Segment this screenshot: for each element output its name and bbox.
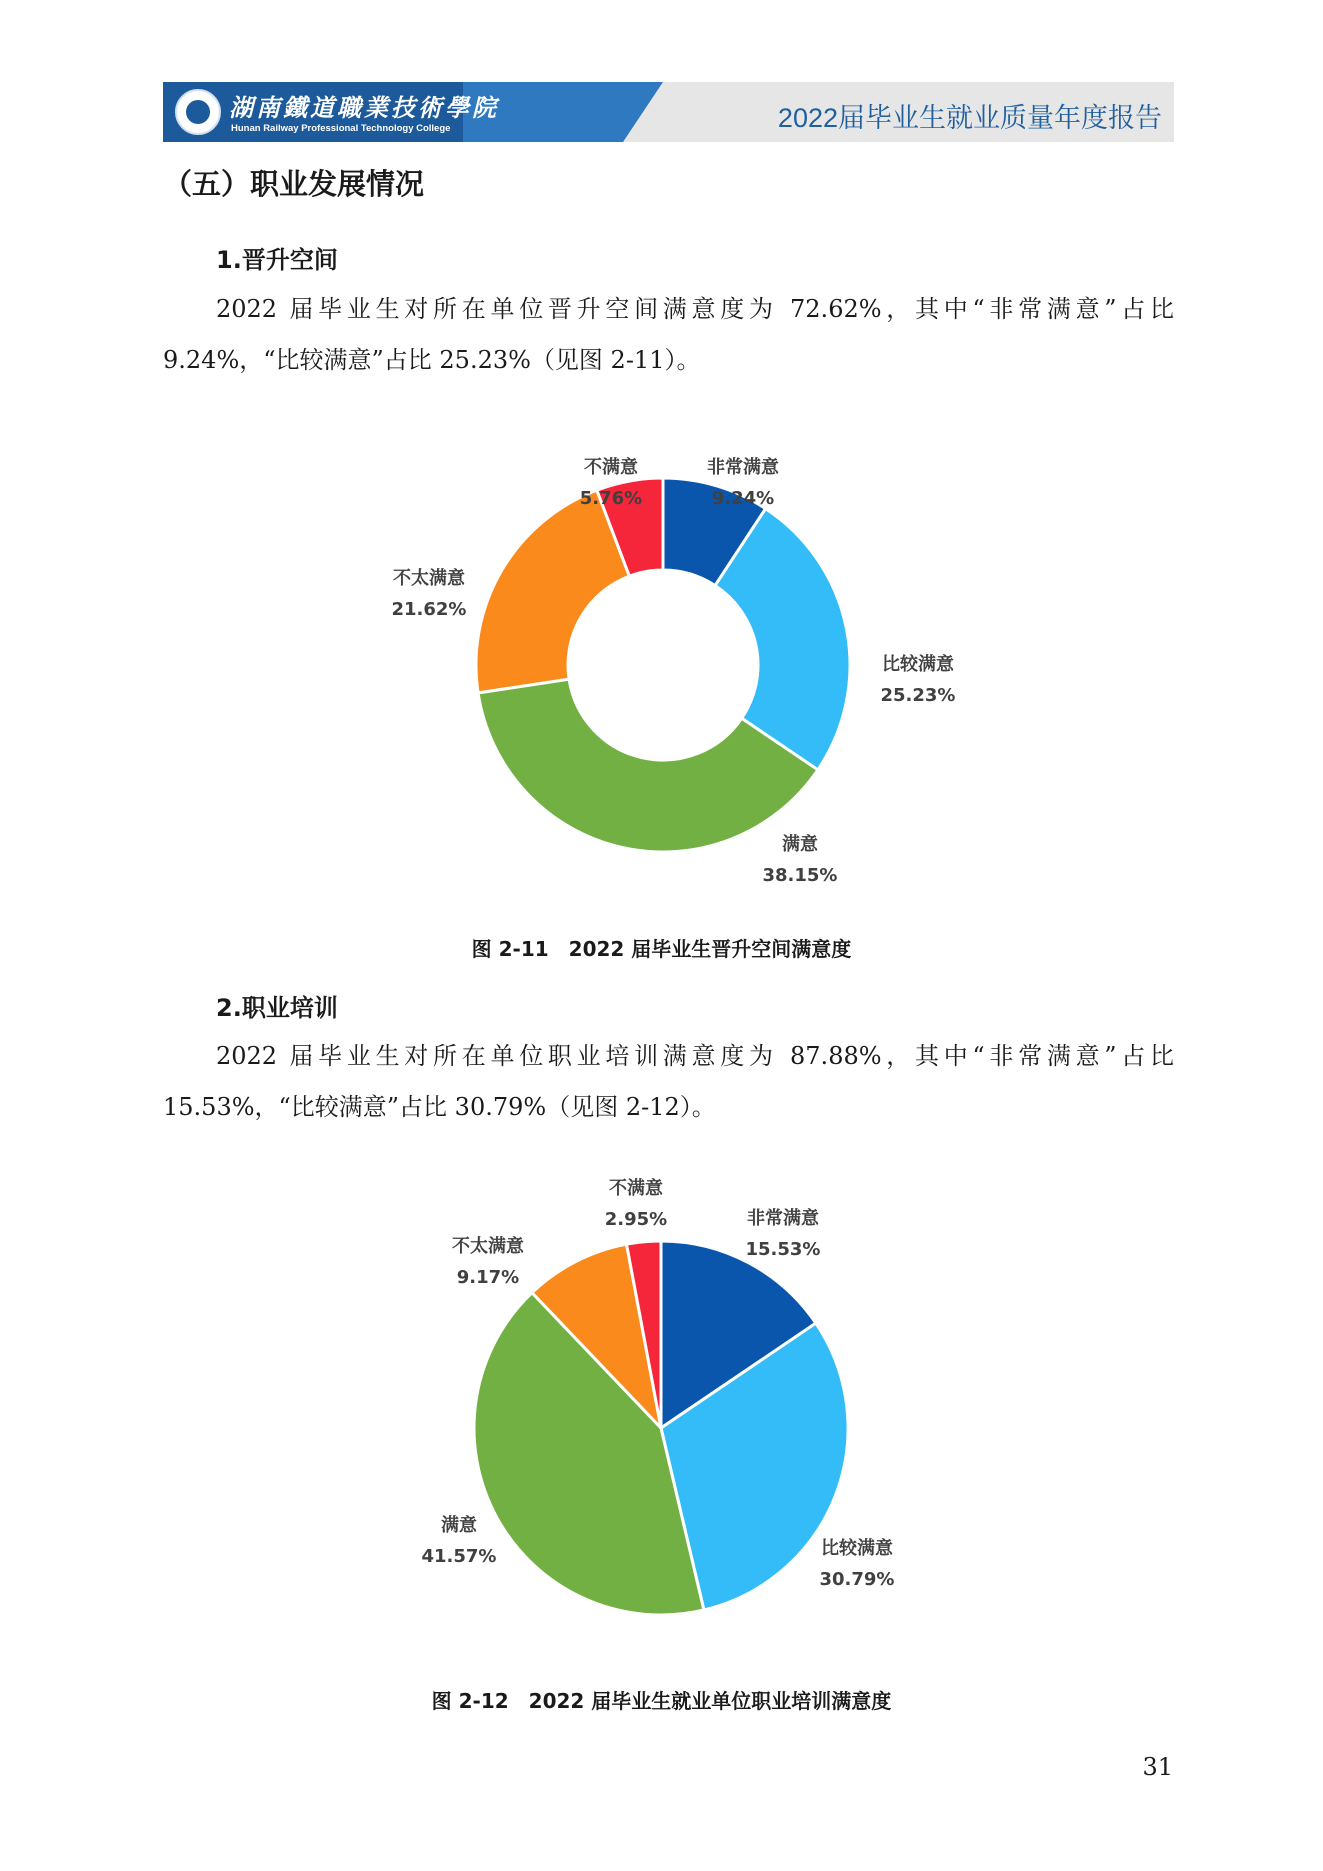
chart1-category-label-dissatisfied: 不满意 [584,457,638,478]
college-name-en: Hunan Railway Professional Technology College [231,123,451,134]
chart2-category-label-very-satisfied: 非常满意 [747,1208,819,1229]
paragraph-training: 2022 届毕业生对所在单位职业培训满意度为 87.88%，其中“非常满意”占比 15.53%，“比较满意”占比 30.79%（见图 2-12）。 [163,1042,1174,1121]
figure-caption-2-11: 图 2-11 2022 届毕业生晋升空间满意度 [471,937,852,961]
chart1-value-label-very-satisfied: 9.24% [711,488,775,509]
chart-promotion-satisfaction [363,450,963,910]
page-number: 31 [1142,1753,1173,1781]
chart1-category-label-fairly-satisfied: 比较满意 [882,654,954,675]
chart2-category-label-dissatisfied: 不满意 [609,1178,663,1199]
chart2-category-label-satisfied: 满意 [441,1515,477,1536]
chart1-category-label-not-very-satisfied: 不太满意 [393,568,465,589]
chart1-category-label-satisfied: 满意 [782,834,818,855]
chart-training-satisfaction [363,1160,963,1630]
subsection-title-promotion: 1.晋升空间 [216,246,338,274]
chart2-value-label-satisfied: 41.57% [421,1546,497,1567]
chart1-category-label-very-satisfied: 非常满意 [707,457,779,478]
paragraph-promotion: 2022 届毕业生对所在单位晋升空间满意度为 72.62%，其中“非常满意”占比 9.24%，“比较满意”占比 25.23%（见图 2-11）。 [163,295,1174,374]
chart1-value-label-not-very-satisfied: 21.62% [391,599,467,620]
chart1-value-label-fairly-satisfied: 25.23% [880,685,956,706]
chart2-value-label-very-satisfied: 15.53% [745,1239,821,1260]
chart2-value-label-fairly-satisfied: 30.79% [819,1569,895,1590]
chart2-value-label-dissatisfied: 2.95% [604,1209,668,1230]
chart1-value-label-satisfied: 38.15% [762,865,838,886]
college-emblem-icon [175,89,221,135]
page-header [163,82,1174,142]
chart2-category-label-not-very-satisfied: 不太满意 [452,1236,524,1257]
chart2-value-label-not-very-satisfied: 9.17% [456,1267,520,1288]
subsection-title-training: 2.职业培训 [216,994,338,1022]
report-title: 2022届毕业生就业质量年度报告 [777,103,1162,133]
college-name-cn: 湖南鐵道職業技術學院 [229,93,499,122]
chart1-slice-not-very-satisfied [476,490,629,693]
section-title: （五）职业发展情况 [163,167,425,201]
chart1-value-label-dissatisfied: 5.76% [579,488,643,509]
figure-caption-2-12: 图 2-12 2022 届毕业生就业单位职业培训满意度 [431,1689,892,1713]
chart2-category-label-fairly-satisfied: 比较满意 [821,1538,893,1559]
